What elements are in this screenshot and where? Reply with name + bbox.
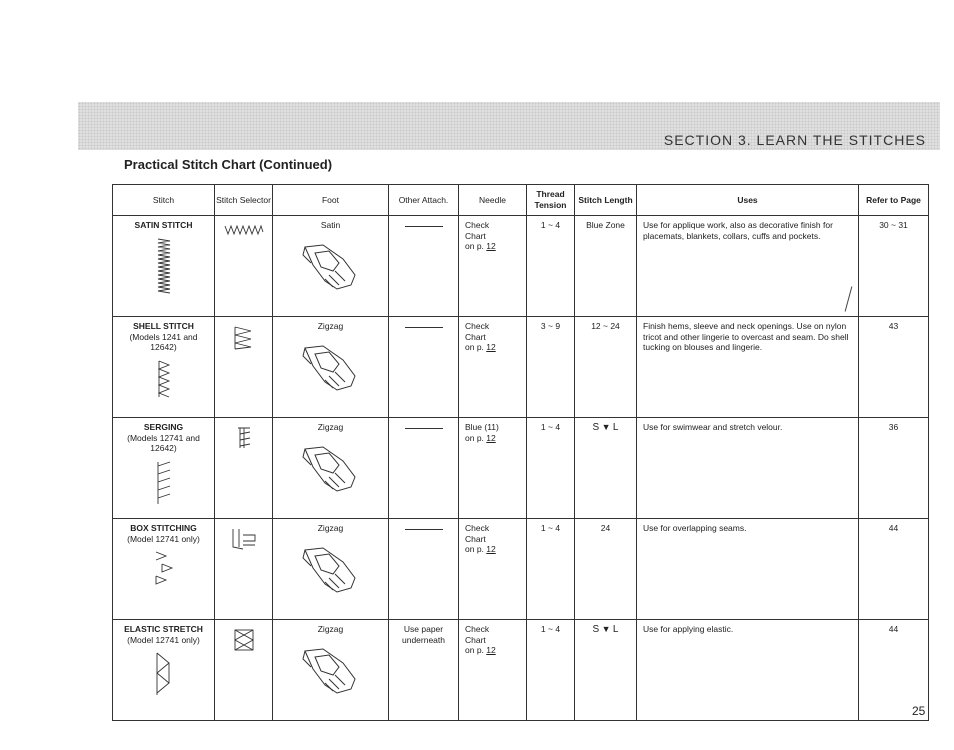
- satin-stitch-sample-icon: [154, 237, 174, 297]
- elastic-stretch-sample-icon: [153, 651, 175, 697]
- needle-cell: [459, 620, 527, 721]
- other-attach-cell: [389, 216, 459, 317]
- needle-cell: [459, 519, 527, 620]
- selector-cell: [215, 216, 273, 317]
- length-cell: [575, 418, 637, 519]
- stitch-note: (Model 12741 only): [127, 634, 200, 645]
- needle-line1: Check: [465, 523, 490, 533]
- stitch-cell: [113, 317, 215, 418]
- length-pointer-icon: ▼: [601, 422, 611, 432]
- section-header-band: [78, 102, 940, 150]
- stitch-note: (Models 1241 and 12642): [129, 331, 198, 353]
- foot-label: Zigzag: [317, 422, 344, 432]
- refer-page-cell: 43: [859, 317, 929, 418]
- foot-cell: [273, 519, 389, 620]
- section-title: SECTION 3. LEARN THE STITCHES: [663, 132, 926, 148]
- stitch-cell: [113, 519, 215, 620]
- box-stitch-sample-icon: [152, 550, 176, 590]
- header-selector: Stitch Selector: [215, 185, 273, 216]
- needle-page-ref: 12: [486, 544, 496, 555]
- foot-cell: [273, 216, 389, 317]
- length-pointer-icon: ▼: [601, 624, 611, 634]
- tension-cell: 1 ~ 4: [527, 216, 575, 317]
- stitch-name: SATIN STITCH: [134, 220, 193, 230]
- table-row: [113, 216, 929, 317]
- needle-page-ref: 12: [486, 432, 496, 443]
- needle-page-prefix: on p.: [465, 241, 484, 252]
- foot-cell: [273, 418, 389, 519]
- page-number: 25: [912, 704, 926, 718]
- needle-line1: Blue (11): [465, 422, 499, 432]
- uses-cell: Use for applique work, also as decorative finish for placemats, blankets, collars, cuffs and pockets.: [637, 216, 859, 317]
- stitch-note: (Model 12741 only): [127, 533, 200, 544]
- needle-line2: Chart: [465, 230, 486, 241]
- header-uses: Uses: [637, 185, 859, 216]
- table-row: [113, 317, 929, 418]
- shell-stitch-icon: [229, 325, 259, 351]
- needle-page-prefix: on p.: [465, 645, 484, 656]
- stitch-name: SERGING: [143, 422, 184, 432]
- serging-stitch-sample-icon: [152, 460, 176, 506]
- foot-label: Satin: [320, 220, 341, 230]
- stitch-cell: [113, 418, 215, 519]
- stitch-note: (Models 12741 and 12642): [127, 432, 200, 454]
- uses-cell: Use for applying elastic.: [637, 620, 859, 721]
- needle-page-prefix: on p.: [465, 342, 484, 353]
- length-long-label: L: [612, 624, 619, 635]
- length-cell: 24: [575, 519, 637, 620]
- stitch-cell: [113, 620, 215, 721]
- presser-foot-icon: [299, 443, 363, 495]
- chart-title: Practical Stitch Chart (Continued): [124, 157, 333, 172]
- needle-page-prefix: on p.: [465, 432, 484, 443]
- uses-cell: Finish hems, sleeve and neck openings. Use on nylon tricot and other lingerie to overcast and seam. Do shell tucking on blouses and lingerie.: [637, 317, 859, 418]
- table-row: [113, 519, 929, 620]
- length-cell: [575, 620, 637, 721]
- length-cell: 12 ~ 24: [575, 317, 637, 418]
- needle-page-ref: 12: [486, 241, 496, 252]
- none-dash: [405, 529, 443, 530]
- header-stitch: Stitch: [113, 185, 215, 216]
- other-attach-cell: Use paper underneath: [389, 620, 459, 721]
- other-attach-cell: [389, 317, 459, 418]
- satin-zigzag-icon: [224, 224, 264, 236]
- needle-cell: [459, 317, 527, 418]
- foot-cell: [273, 317, 389, 418]
- selector-cell: [215, 317, 273, 418]
- refer-page-cell: 44: [859, 519, 929, 620]
- table-row: [113, 620, 929, 721]
- shell-stitch-sample-icon: [153, 359, 175, 399]
- selector-cell: [215, 620, 273, 721]
- presser-foot-icon: [299, 241, 363, 293]
- refer-page-cell: 36: [859, 418, 929, 519]
- needle-page-prefix: on p.: [465, 544, 484, 555]
- stitch-chart-table: [112, 184, 929, 721]
- uses-cell: Use for overlapping seams.: [637, 519, 859, 620]
- stitch-cell: [113, 216, 215, 317]
- tension-cell: 1 ~ 4: [527, 519, 575, 620]
- tension-cell: 1 ~ 4: [527, 418, 575, 519]
- foot-label: Zigzag: [317, 321, 344, 331]
- needle-line1: Check: [465, 321, 490, 331]
- stitch-name: ELASTIC STRETCH: [124, 624, 203, 634]
- needle-line1: Check: [465, 220, 490, 230]
- header-refer: Refer to Page: [859, 185, 929, 216]
- length-cell: Blue Zone: [575, 216, 637, 317]
- header-needle: Needle: [459, 185, 527, 216]
- needle-page-ref: 12: [486, 342, 496, 353]
- foot-label: Zigzag: [317, 624, 344, 634]
- refer-page-cell: 44: [859, 620, 929, 721]
- presser-foot-icon: [299, 645, 363, 697]
- refer-page-cell: 30 ~ 31: [859, 216, 929, 317]
- header-length: Stitch Length: [575, 185, 637, 216]
- foot-label: Zigzag: [317, 523, 344, 533]
- other-attach-cell: [389, 418, 459, 519]
- other-attach-cell: [389, 519, 459, 620]
- length-short-label: S: [592, 624, 600, 635]
- none-dash: [405, 226, 443, 227]
- selector-cell: [215, 519, 273, 620]
- table-row: [113, 418, 929, 519]
- tension-cell: 3 ~ 9: [527, 317, 575, 418]
- length-short-label: S: [592, 422, 600, 433]
- selector-cell: [215, 418, 273, 519]
- none-dash: [405, 428, 443, 429]
- length-long-label: L: [612, 422, 619, 433]
- serging-stitch-icon: [234, 426, 254, 450]
- needle-line1: Check: [465, 624, 490, 634]
- none-dash: [405, 327, 443, 328]
- stitch-name: SHELL STITCH: [133, 321, 194, 331]
- needle-page-ref: 12: [486, 645, 496, 656]
- header-foot: Foot: [273, 185, 389, 216]
- box-stitch-icon: [229, 527, 259, 551]
- needle-cell: [459, 418, 527, 519]
- needle-line2: Chart: [465, 533, 486, 544]
- table-header-row: [113, 185, 929, 216]
- tension-cell: 1 ~ 4: [527, 620, 575, 721]
- stitch-name: BOX STITCHING: [130, 523, 197, 533]
- foot-cell: [273, 620, 389, 721]
- presser-foot-icon: [299, 544, 363, 596]
- uses-cell: Use for swimwear and stretch velour.: [637, 418, 859, 519]
- header-tension: Thread Tension: [527, 185, 575, 216]
- presser-foot-icon: [299, 342, 363, 394]
- needle-cell: [459, 216, 527, 317]
- header-other: Other Attach.: [389, 185, 459, 216]
- needle-line2: Chart: [465, 331, 486, 342]
- elastic-stretch-icon: [233, 628, 255, 652]
- needle-line2: Chart: [465, 634, 486, 645]
